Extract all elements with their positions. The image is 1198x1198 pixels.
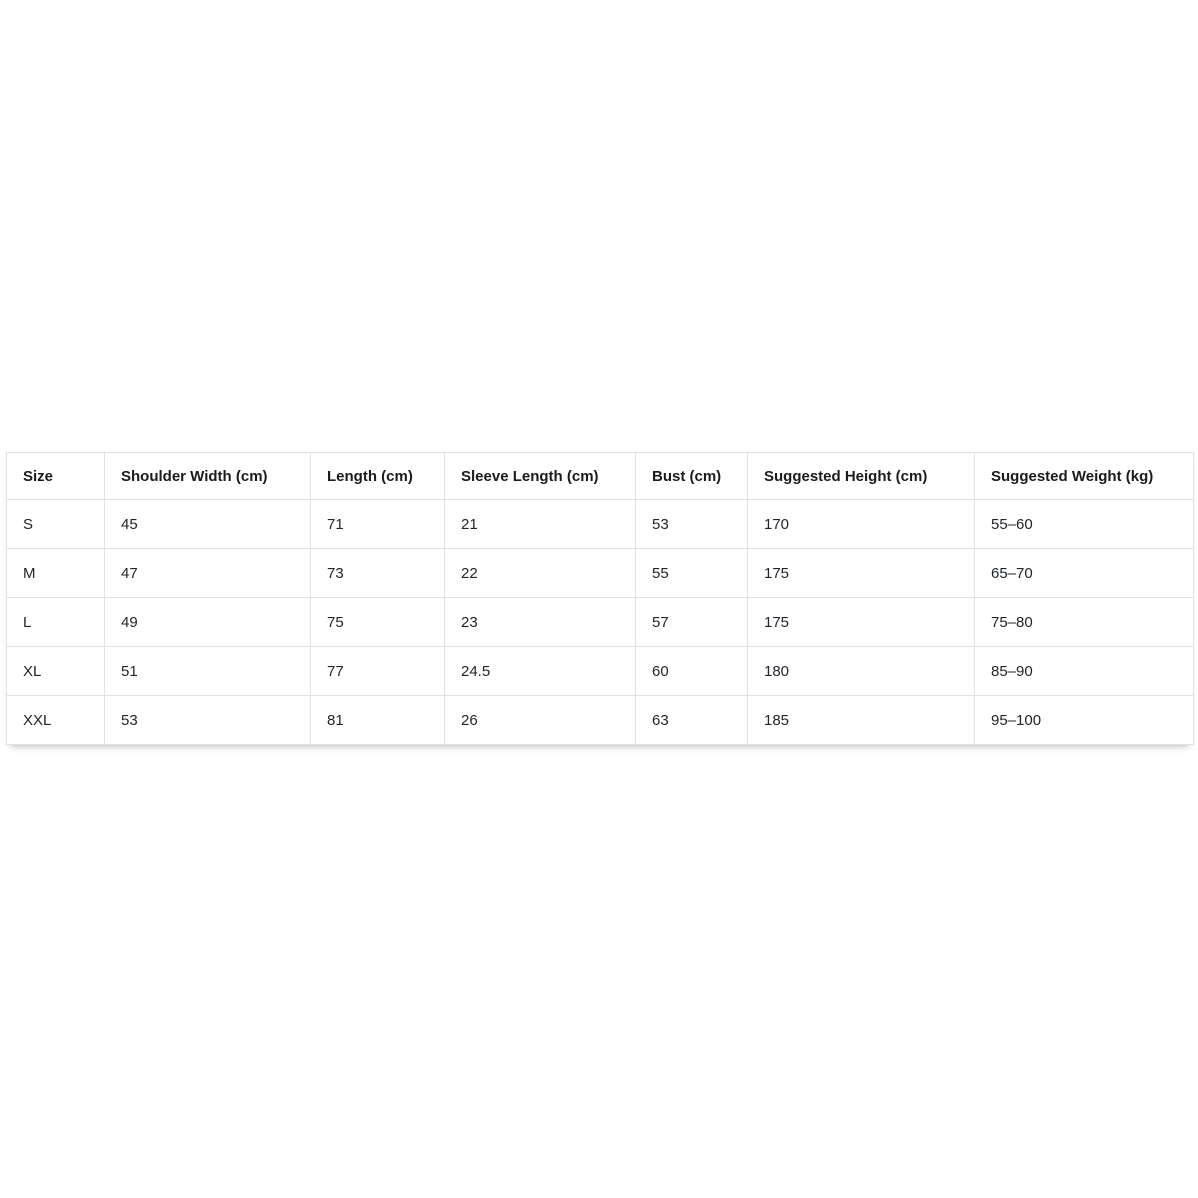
row-size-label: M: [7, 549, 105, 598]
table-cell: 95–100: [975, 696, 1194, 745]
table-cell: 26: [445, 696, 636, 745]
table-cell: 63: [636, 696, 748, 745]
table-cell: 73: [311, 549, 445, 598]
table-cell: 185: [748, 696, 975, 745]
table-row: [7, 647, 1194, 696]
table-cell: 57: [636, 598, 748, 647]
table-row: [7, 500, 1194, 549]
table-cell: 81: [311, 696, 445, 745]
size-chart-container: [6, 452, 1193, 745]
table-cell: 65–70: [975, 549, 1194, 598]
table-row: [7, 696, 1194, 745]
table-cell: 175: [748, 598, 975, 647]
table-cell: 53: [636, 500, 748, 549]
column-header: Bust (cm): [636, 453, 748, 500]
table-cell: 85–90: [975, 647, 1194, 696]
table-cell: 47: [105, 549, 311, 598]
row-size-label: XXL: [7, 696, 105, 745]
table-cell: 55: [636, 549, 748, 598]
table-cell: 75–80: [975, 598, 1194, 647]
table-cell: 71: [311, 500, 445, 549]
table-cell: 21: [445, 500, 636, 549]
column-header: Length (cm): [311, 453, 445, 500]
table-cell: 45: [105, 500, 311, 549]
row-size-label: XL: [7, 647, 105, 696]
column-header: Shoulder Width (cm): [105, 453, 311, 500]
table-row: [7, 598, 1194, 647]
table-cell: 51: [105, 647, 311, 696]
table-cell: 22: [445, 549, 636, 598]
column-header: Size: [7, 453, 105, 500]
size-chart-table: [6, 452, 1194, 745]
row-size-label: S: [7, 500, 105, 549]
column-header: Suggested Height (cm): [748, 453, 975, 500]
table-cell: 49: [105, 598, 311, 647]
row-size-label: L: [7, 598, 105, 647]
column-header: Suggested Weight (kg): [975, 453, 1194, 500]
size-chart-body: [7, 500, 1194, 745]
table-cell: 180: [748, 647, 975, 696]
table-cell: 170: [748, 500, 975, 549]
table-cell: 175: [748, 549, 975, 598]
column-header: Sleeve Length (cm): [445, 453, 636, 500]
size-chart-header-row: [7, 453, 1194, 500]
table-cell: 23: [445, 598, 636, 647]
table-row: [7, 549, 1194, 598]
table-cell: 60: [636, 647, 748, 696]
table-cell: 75: [311, 598, 445, 647]
table-cell: 53: [105, 696, 311, 745]
table-cell: 24.5: [445, 647, 636, 696]
table-cell: 77: [311, 647, 445, 696]
table-cell: 55–60: [975, 500, 1194, 549]
